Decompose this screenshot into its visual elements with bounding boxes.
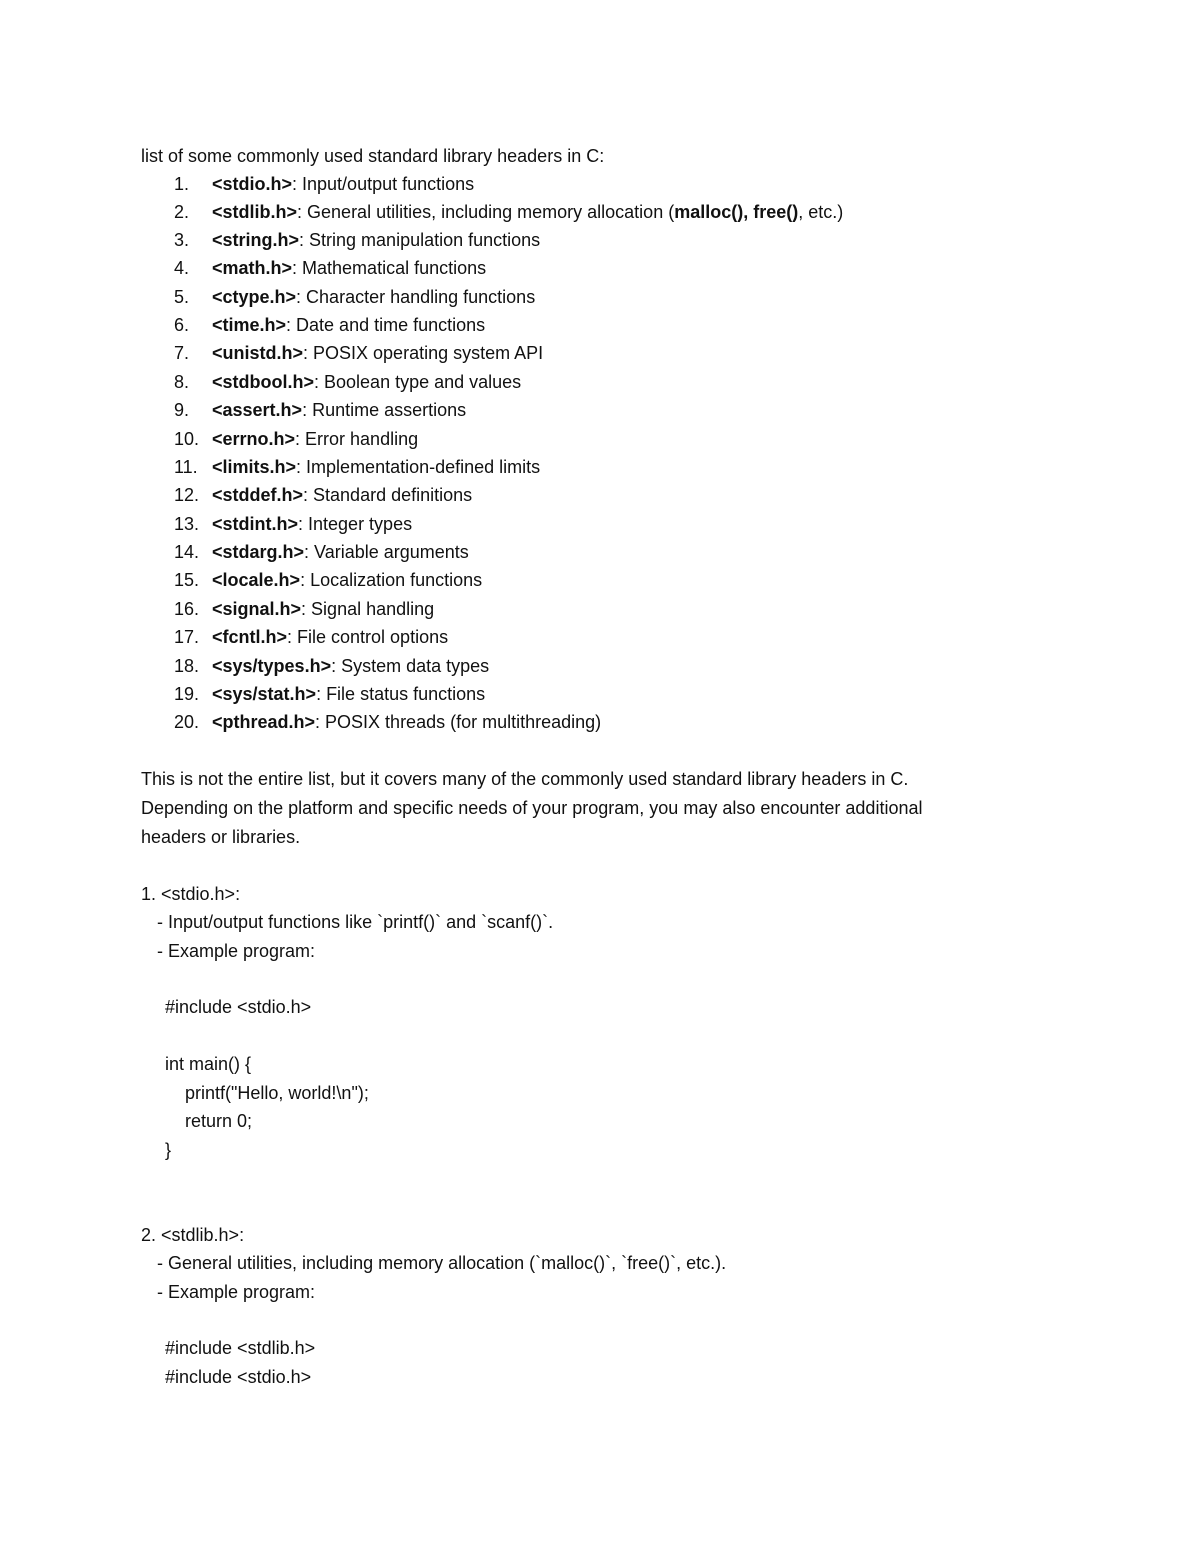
header-name: <sys/stat.h> (212, 684, 317, 704)
list-number: 12. (174, 485, 200, 505)
list-item (174, 626, 448, 648)
code-line: return 0; (185, 1111, 253, 1131)
header-desc: : File control options (287, 627, 449, 647)
code-line: #include <stdio.h> (165, 1367, 312, 1387)
section-bullet: - General utilities, including memory allocation (`malloc()`, `free()`, etc.). (157, 1253, 727, 1273)
header-desc: : File status functions (316, 684, 486, 704)
header-desc: : System data types (331, 656, 490, 676)
header-desc: : Character handling functions (296, 287, 536, 307)
list-item (174, 513, 412, 535)
header-desc: : Standard definitions (303, 485, 473, 505)
header-desc: : Input/output functions (292, 174, 475, 194)
list-number: 17. (174, 627, 200, 647)
header-desc: : POSIX threads (for multithreading) (315, 712, 602, 732)
paragraph-line: headers or libraries. (141, 827, 301, 847)
list-number: 11. (174, 457, 198, 477)
header-desc: : Localization functions (300, 570, 483, 590)
header-name: <signal.h> (212, 599, 302, 619)
list-item (174, 201, 843, 223)
header-name: <limits.h> (212, 457, 297, 477)
header-name: <stdbool.h> (212, 372, 315, 392)
header-name: <errno.h> (212, 429, 296, 449)
list-number: 15. (174, 570, 200, 590)
list-number: 6. (174, 315, 190, 335)
list-item (174, 683, 485, 705)
header-desc: : Integer types (298, 514, 413, 534)
list-number: 3. (174, 230, 190, 250)
header-name: <assert.h> (212, 400, 303, 420)
list-number: 7. (174, 343, 190, 363)
header-desc: : Variable arguments (304, 542, 469, 562)
list-number: 10. (174, 429, 200, 449)
list-item (174, 257, 486, 279)
list-item (174, 286, 535, 308)
code-line: } (165, 1140, 172, 1160)
list-item (174, 173, 474, 195)
paragraph-line: Depending on the platform and specific needs of your program, you may also encounter additional (141, 798, 923, 818)
header-name: <stddef.h> (212, 485, 304, 505)
list-number: 1. (174, 174, 190, 194)
list-item (174, 342, 543, 364)
list-item (174, 229, 540, 251)
list-item (174, 399, 466, 421)
header-desc: : Implementation-defined limits (296, 457, 541, 477)
header-desc-bold: malloc(), free() (674, 202, 799, 222)
list-item (174, 428, 418, 450)
section-bullet: - Example program: (157, 941, 316, 961)
header-desc: : Boolean type and values (314, 372, 522, 392)
code-line: int main() { (165, 1054, 252, 1074)
header-name: <unistd.h> (212, 343, 304, 363)
header-name: <stdlib.h> (212, 202, 298, 222)
header-desc: : String manipulation functions (299, 230, 541, 250)
header-name: <pthread.h> (212, 712, 316, 732)
list-number: 18. (174, 656, 200, 676)
intro-text: list of some commonly used standard library headers in C: (141, 146, 605, 166)
header-name: <stdio.h> (212, 174, 293, 194)
header-desc-tail: , etc.) (798, 202, 844, 222)
code-line: #include <stdio.h> (165, 997, 312, 1017)
header-name: <ctype.h> (212, 287, 297, 307)
list-item (174, 598, 434, 620)
list-item (174, 541, 469, 563)
code-line: printf("Hello, world!\n"); (185, 1083, 369, 1103)
header-name: <sys/types.h> (212, 656, 332, 676)
list-item (174, 371, 521, 393)
code-line: #include <stdlib.h> (165, 1338, 316, 1358)
header-name: <stdarg.h> (212, 542, 305, 562)
section-title: 1. <stdio.h>: (141, 884, 241, 904)
header-desc: : General utilities, including memory allocation ( (297, 202, 675, 222)
list-number: 19. (174, 684, 200, 704)
list-number: 9. (174, 400, 190, 420)
header-desc: : Signal handling (301, 599, 435, 619)
section-bullet: - Input/output functions like `printf()` and `scanf()`. (157, 912, 554, 932)
list-item (174, 456, 540, 478)
header-name: <time.h> (212, 315, 287, 335)
paragraph-line: This is not the entire list, but it covers many of the commonly used standard library headers in C. (141, 769, 909, 789)
header-desc: : Mathematical functions (292, 258, 487, 278)
header-desc: : Runtime assertions (302, 400, 467, 420)
list-number: 5. (174, 287, 190, 307)
list-number: 14. (174, 542, 200, 562)
header-name: <string.h> (212, 230, 300, 250)
list-number: 13. (174, 514, 200, 534)
header-desc: : Date and time functions (286, 315, 486, 335)
header-desc: : Error handling (295, 429, 419, 449)
section-title: 2. <stdlib.h>: (141, 1225, 245, 1245)
list-number: 20. (174, 712, 200, 732)
header-name: <math.h> (212, 258, 293, 278)
list-item (174, 314, 485, 336)
header-name: <locale.h> (212, 570, 301, 590)
list-number: 4. (174, 258, 190, 278)
list-number: 8. (174, 372, 190, 392)
list-item (174, 655, 489, 677)
header-desc: : POSIX operating system API (303, 343, 544, 363)
header-name: <stdint.h> (212, 514, 299, 534)
list-number: 16. (174, 599, 200, 619)
list-number: 2. (174, 202, 190, 222)
section-bullet: - Example program: (157, 1282, 316, 1302)
list-item (174, 711, 601, 733)
list-item (174, 569, 482, 591)
header-name: <fcntl.h> (212, 627, 288, 647)
list-item (174, 484, 472, 506)
